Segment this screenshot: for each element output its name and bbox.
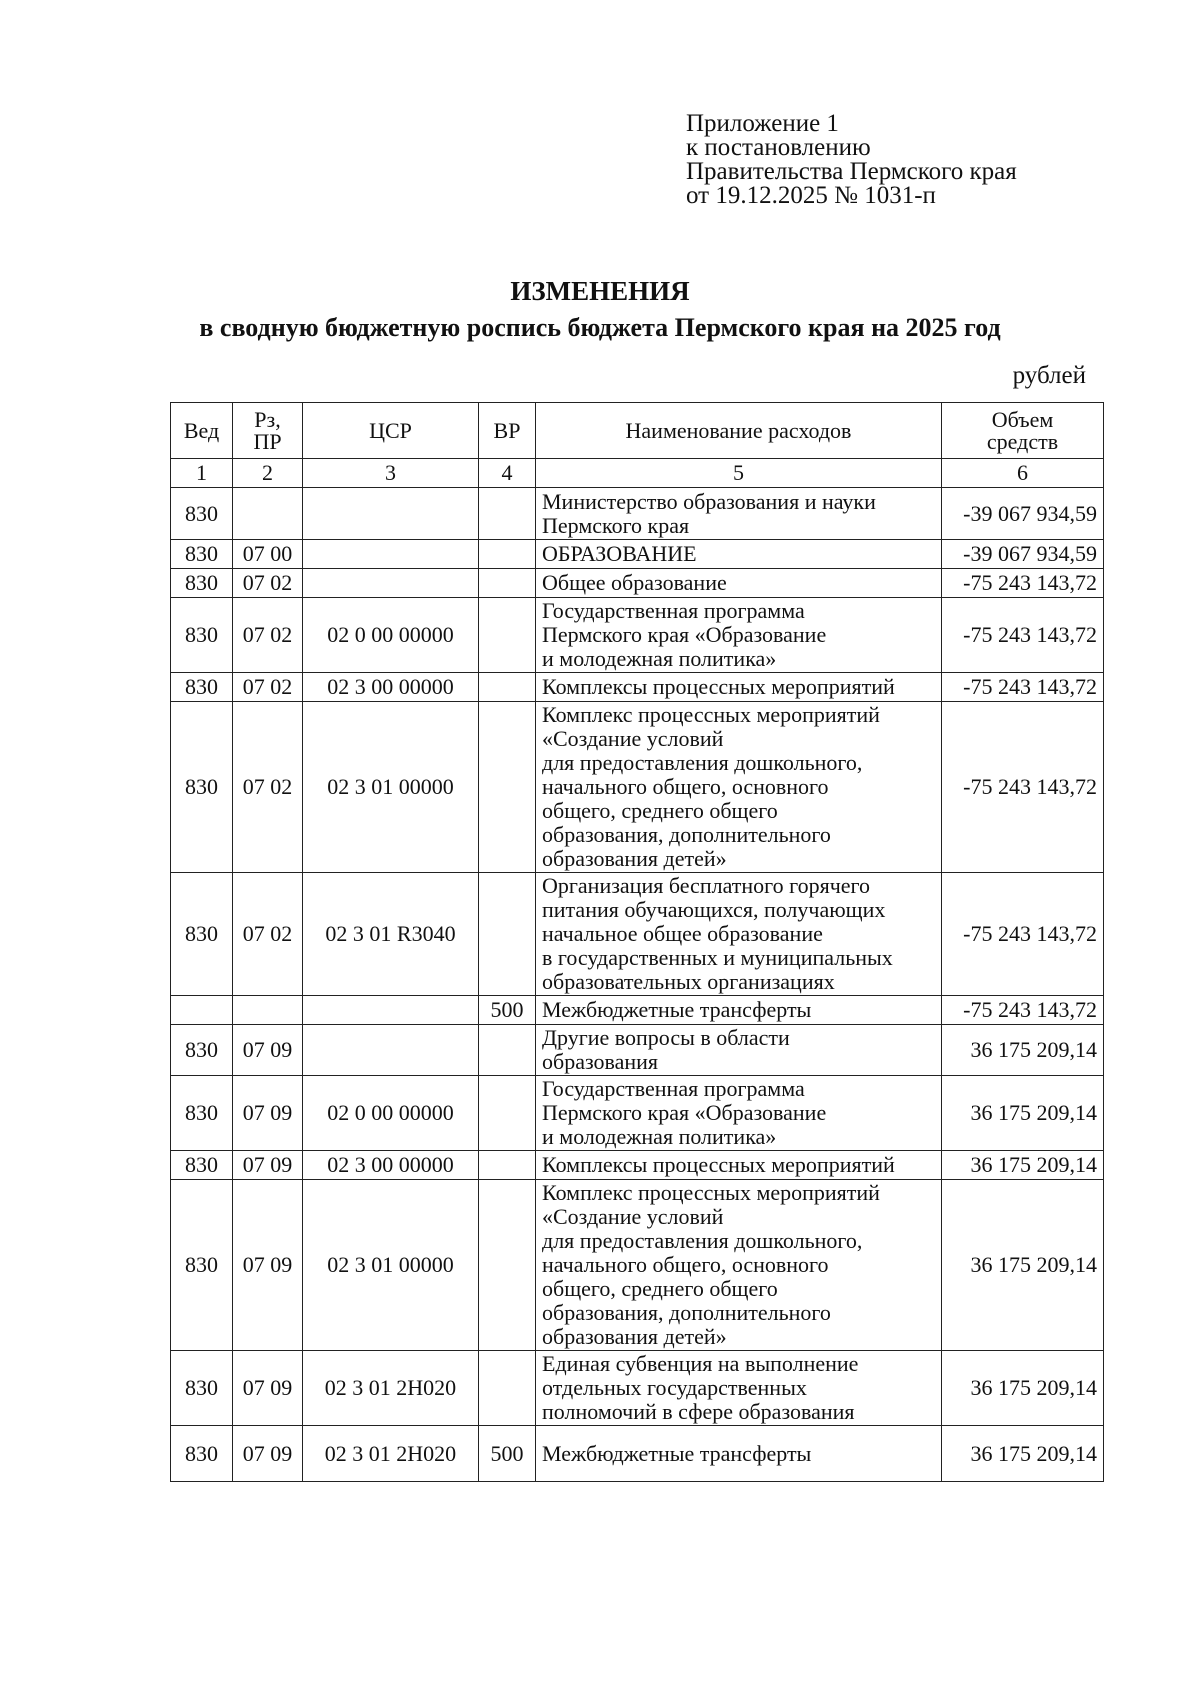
cell-amount: -75 243 143,72 (942, 569, 1104, 598)
cell-rz-pr: 07 02 (233, 702, 303, 873)
cell-name (536, 702, 942, 873)
table-row (171, 569, 1104, 598)
cell-name (536, 873, 942, 996)
table-row (171, 540, 1104, 569)
cell-amount: -39 067 934,59 (942, 488, 1104, 540)
name-line: Комплексы процессных мероприятий (542, 1152, 895, 1177)
cell-amount: 36 175 209,14 (942, 1180, 1104, 1351)
cell-ved: 830 (171, 673, 233, 702)
name-line: Межбюджетные трансферты (542, 1440, 812, 1466)
header-name: Наименование расходов (536, 403, 942, 459)
cell-name (536, 1151, 942, 1180)
table-row (171, 1076, 1104, 1151)
cell-vr: 500 (479, 1426, 536, 1482)
table-row (171, 598, 1104, 673)
column-number: 2 (233, 459, 303, 488)
table-body (171, 488, 1104, 1482)
name-line: образования (542, 1049, 659, 1074)
name-line: для предоставления дошкольного, (542, 750, 863, 775)
cell-amount: -75 243 143,72 (942, 673, 1104, 702)
cell-vr: 500 (479, 996, 536, 1025)
header-ved: Вед (171, 403, 233, 459)
name-line: Министерство образования и науки (542, 488, 876, 514)
cell-csr: 02 3 01 00000 (303, 1180, 479, 1351)
annex-line: к постановлению (686, 134, 871, 161)
name-line: Межбюджетные трансферты (542, 997, 812, 1022)
name-line: Организация бесплатного горячего (542, 873, 871, 898)
column-number: 1 (171, 459, 233, 488)
cell-rz-pr: 07 00 (233, 540, 303, 569)
cell-name (536, 598, 942, 673)
cell-vr (479, 673, 536, 702)
name-line: и молодежная политика» (542, 646, 777, 671)
table-header (171, 403, 1104, 488)
name-line: Государственная программа (542, 598, 805, 623)
cell-csr: 02 3 01 2Н020 (303, 1426, 479, 1482)
cell-amount: 36 175 209,14 (942, 1351, 1104, 1426)
cell-ved: 830 (171, 873, 233, 996)
cell-rz-pr: 07 09 (233, 1351, 303, 1426)
name-line: общего, среднего общего (542, 798, 778, 823)
cell-csr: 02 3 01 R3040 (303, 873, 479, 996)
cell-ved: 830 (171, 1180, 233, 1351)
name-line: Комплекс процессных мероприятий (542, 1180, 880, 1205)
cell-rz-pr (233, 488, 303, 540)
name-line: полномочий в сфере образования (542, 1399, 855, 1424)
cell-amount: -75 243 143,72 (942, 702, 1104, 873)
table-row (171, 488, 1104, 540)
cell-name (536, 1351, 942, 1426)
cell-ved: 830 (171, 702, 233, 873)
cell-csr: 02 3 00 00000 (303, 673, 479, 702)
cell-vr (479, 1025, 536, 1076)
cell-rz-pr: 07 09 (233, 1180, 303, 1351)
header-amount (942, 403, 1104, 459)
cell-csr (303, 540, 479, 569)
name-line: общего, среднего общего (542, 1276, 778, 1301)
name-line: Комплекс процессных мероприятий (542, 702, 880, 727)
cell-rz-pr: 07 02 (233, 673, 303, 702)
cell-vr (479, 873, 536, 996)
cell-csr: 02 0 00 00000 (303, 1076, 479, 1151)
cell-csr (303, 569, 479, 598)
cell-rz-pr: 07 09 (233, 1076, 303, 1151)
cell-ved: 830 (171, 488, 233, 540)
cell-ved: 830 (171, 1151, 233, 1180)
name-line: для предоставления дошкольного, (542, 1228, 863, 1253)
annex-line: Приложение 1 (686, 110, 839, 137)
cell-name (536, 540, 942, 569)
annex-line: Правительства Пермского края (686, 158, 1017, 185)
table-row (171, 996, 1104, 1025)
cell-vr (479, 569, 536, 598)
cell-rz-pr: 07 09 (233, 1025, 303, 1076)
name-line: «Создание условий (542, 726, 724, 751)
cell-rz-pr (233, 996, 303, 1025)
header-rz-pr (233, 403, 303, 459)
header-line: ПР (253, 428, 282, 454)
cell-ved (171, 996, 233, 1025)
name-line: питания обучающихся, получающих (542, 897, 886, 922)
cell-vr (479, 598, 536, 673)
cell-rz-pr: 07 02 (233, 873, 303, 996)
cell-vr (479, 1151, 536, 1180)
cell-vr (479, 1351, 536, 1426)
header-row (171, 403, 1104, 459)
table-row (171, 673, 1104, 702)
name-line: начального общего, основного (542, 1252, 829, 1277)
name-line: ОБРАЗОВАНИЕ (542, 541, 697, 566)
units-label: рублей (1012, 362, 1086, 389)
cell-rz-pr: 07 09 (233, 1426, 303, 1482)
name-line: Другие вопросы в области (542, 1025, 790, 1050)
column-number: 6 (942, 459, 1104, 488)
header-vr: ВР (479, 403, 536, 459)
table-row (171, 1180, 1104, 1351)
cell-csr (303, 996, 479, 1025)
cell-name (536, 488, 942, 540)
column-number: 4 (479, 459, 536, 488)
cell-ved: 830 (171, 1426, 233, 1482)
cell-ved: 830 (171, 1351, 233, 1426)
cell-amount: 36 175 209,14 (942, 1025, 1104, 1076)
cell-name (536, 1076, 942, 1151)
cell-csr: 02 0 00 00000 (303, 598, 479, 673)
document-subtitle: в сводную бюджетную роспись бюджета Пермского края на 2025 год (199, 313, 1001, 342)
cell-amount: 36 175 209,14 (942, 1151, 1104, 1180)
cell-amount: 36 175 209,14 (942, 1426, 1104, 1482)
cell-csr: 02 3 00 00000 (303, 1151, 479, 1180)
cell-rz-pr: 07 02 (233, 598, 303, 673)
name-line: Общее образование (542, 570, 727, 595)
name-line: образования, дополнительного (542, 822, 831, 847)
cell-amount: -75 243 143,72 (942, 996, 1104, 1025)
cell-csr (303, 1025, 479, 1076)
cell-amount: -75 243 143,72 (942, 873, 1104, 996)
column-number-row (171, 459, 1104, 488)
cell-csr (303, 488, 479, 540)
name-line: начального общего, основного (542, 774, 829, 799)
cell-ved: 830 (171, 569, 233, 598)
cell-vr (479, 1180, 536, 1351)
cell-name (536, 996, 942, 1025)
name-line: Государственная программа (542, 1076, 805, 1101)
name-line: и молодежная политика» (542, 1124, 777, 1149)
cell-name (536, 1180, 942, 1351)
header-line: средств (986, 428, 1059, 454)
cell-amount: 36 175 209,14 (942, 1076, 1104, 1151)
cell-vr (479, 702, 536, 873)
cell-ved: 830 (171, 1076, 233, 1151)
name-line: образовательных организациях (542, 969, 835, 994)
cell-amount: -39 067 934,59 (942, 540, 1104, 569)
header-line: Рз, (254, 406, 281, 432)
name-line: отдельных государственных (542, 1375, 807, 1400)
cell-name (536, 1025, 942, 1076)
table-row (171, 702, 1104, 873)
cell-ved: 830 (171, 598, 233, 673)
name-line: Единая субвенция на выполнение (542, 1351, 859, 1376)
cell-csr: 02 3 01 2Н020 (303, 1351, 479, 1426)
name-line: образования детей» (542, 846, 727, 871)
table-row (171, 873, 1104, 996)
cell-csr: 02 3 01 00000 (303, 702, 479, 873)
name-line: Пермского края «Образование (542, 622, 827, 647)
table-row (171, 1351, 1104, 1426)
cell-rz-pr: 07 02 (233, 569, 303, 598)
document-title: ИЗМЕНЕНИЯ (510, 276, 690, 306)
cell-vr (479, 488, 536, 540)
cell-vr (479, 540, 536, 569)
annex-block (686, 112, 1106, 208)
header-line: Объем (991, 406, 1054, 432)
annex-line: от 19.12.2025 № 1031-п (686, 182, 936, 209)
name-line: Пермского края (542, 512, 690, 538)
header-csr: ЦСР (303, 403, 479, 459)
name-line: Пермского края «Образование (542, 1100, 827, 1125)
cell-ved: 830 (171, 540, 233, 569)
table-row (171, 1151, 1104, 1180)
cell-rz-pr: 07 09 (233, 1151, 303, 1180)
cell-name (536, 673, 942, 702)
budget-table (170, 402, 1104, 1482)
column-number: 5 (536, 459, 942, 488)
name-line: «Создание условий (542, 1204, 724, 1229)
name-line: начальное общее образование (542, 921, 823, 946)
name-line: в государственных и муниципальных (542, 945, 893, 970)
table-row (171, 1025, 1104, 1076)
name-line: образования детей» (542, 1324, 727, 1349)
cell-vr (479, 1076, 536, 1151)
table-row (171, 1426, 1104, 1482)
name-line: образования, дополнительного (542, 1300, 831, 1325)
cell-amount: -75 243 143,72 (942, 598, 1104, 673)
column-number: 3 (303, 459, 479, 488)
cell-name (536, 1426, 942, 1482)
cell-name (536, 569, 942, 598)
name-line: Комплексы процессных мероприятий (542, 674, 895, 699)
cell-ved: 830 (171, 1025, 233, 1076)
